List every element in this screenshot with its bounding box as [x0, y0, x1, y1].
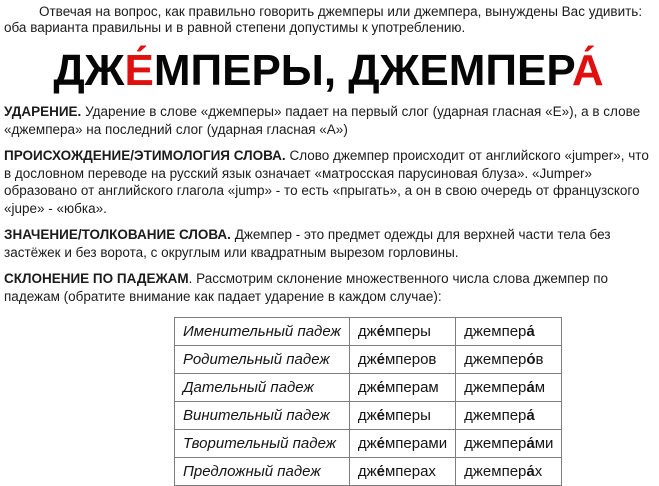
section-stress [4, 103, 653, 138]
accented-letter: е́ [376, 379, 385, 397]
case-cell: Дательный падеж [175, 374, 350, 402]
table-row [175, 430, 562, 458]
stressed-e-form-cell: дже́мперах [349, 458, 455, 486]
table-row [175, 318, 562, 346]
table-row [175, 374, 562, 402]
table-row [175, 458, 562, 486]
accented-letter: а́ [526, 323, 535, 341]
case-cell: Именительный падеж [175, 318, 350, 346]
accented-letter: е́ [376, 463, 385, 481]
stressed-e-form-cell: дже́мперами [349, 430, 455, 458]
accented-letter: е́ [376, 323, 385, 341]
case-cell: Винительный падеж [175, 402, 350, 430]
section-text: . Рассмотрим склонение множественного числа слова джемпер по падежам (обратите внимание как падает ударение в каждом случае): [4, 271, 609, 304]
case-cell: Творительный падеж [175, 430, 350, 458]
stressed-a-form-cell: джемпера́ [456, 402, 562, 430]
title-text-part: ДЖ [53, 46, 125, 95]
table-row [175, 402, 562, 430]
section-label: ПРОИСХОЖДЕНИЕ/ЭТИМОЛОГИЯ СЛОВА. [4, 148, 286, 164]
section-text: Джемпер - это предмет одежды для верхней части тела без застёжек и без ворота, с округлым или квадратным вырезом горловины. [4, 227, 611, 260]
accented-letter: е́ [376, 351, 385, 369]
stressed-e-form-cell: дже́мперы [349, 402, 455, 430]
stressed-e-form-cell: дже́мперам [349, 374, 455, 402]
table-row [175, 346, 562, 374]
stressed-a-form-cell: джемпера́м [456, 374, 562, 402]
title-accented-letter-a: А́ [571, 46, 604, 95]
accented-letter: е́ [376, 435, 385, 453]
title-text-part: МПЕРЫ, ДЖЕМПЕР [153, 46, 572, 95]
stressed-a-form-cell: джемперо́в [456, 346, 562, 374]
section-text: Слово джемпер происходит от английского «jumper», что в дословном переводе на русский язык означает «матросская парусиновая блуза». «Jumper» образовано от английского глагола «jump» - то есть «прыгать», а он в свою очередь от французского «jupe» - «юбка». [4, 148, 649, 216]
stressed-a-form-cell: джемпера́х [456, 458, 562, 486]
stressed-e-form-cell: дже́мперы [349, 318, 455, 346]
section-meaning [4, 226, 653, 261]
page-title [4, 48, 653, 94]
accented-letter: е́ [376, 407, 385, 425]
case-cell: Предложный падеж [175, 458, 350, 486]
stressed-e-form-cell: дже́мперов [349, 346, 455, 374]
title-accented-letter-e: Е́ [124, 46, 154, 95]
stressed-a-form-cell: джемпера́ [456, 318, 562, 346]
section-label: ЗНАЧЕНИЕ/ТОЛКОВАНИЕ СЛОВА. [4, 227, 231, 243]
section-label: УДАРЕНИЕ. [4, 104, 82, 120]
section-etymology [4, 147, 653, 217]
case-cell: Родительный падеж [175, 346, 350, 374]
accented-letter: а́ [526, 435, 535, 453]
accented-letter: а́ [526, 407, 535, 425]
accented-letter: а́ [526, 379, 535, 397]
stressed-a-form-cell: джемпера́ми [456, 430, 562, 458]
accented-letter: а́ [526, 463, 535, 481]
section-text: Ударение в слове «джемперы» падает на первый слог (ударная гласная «Е»), а в слове «джемпера» на последний слог (ударная гласная «А») [4, 104, 641, 137]
section-declension-intro [4, 270, 653, 305]
section-label: СКЛОНЕНИЕ ПО ПАДЕЖАМ [4, 271, 189, 287]
accented-letter: о́ [526, 351, 536, 369]
intro-paragraph: Отвечая на вопрос, как правильно говорить джемперы или джемпера, вынуждены Вас удивить: оба варианта правильны и в равной степени допустимы к употреблению. [4, 4, 643, 35]
declension-table [174, 317, 562, 486]
